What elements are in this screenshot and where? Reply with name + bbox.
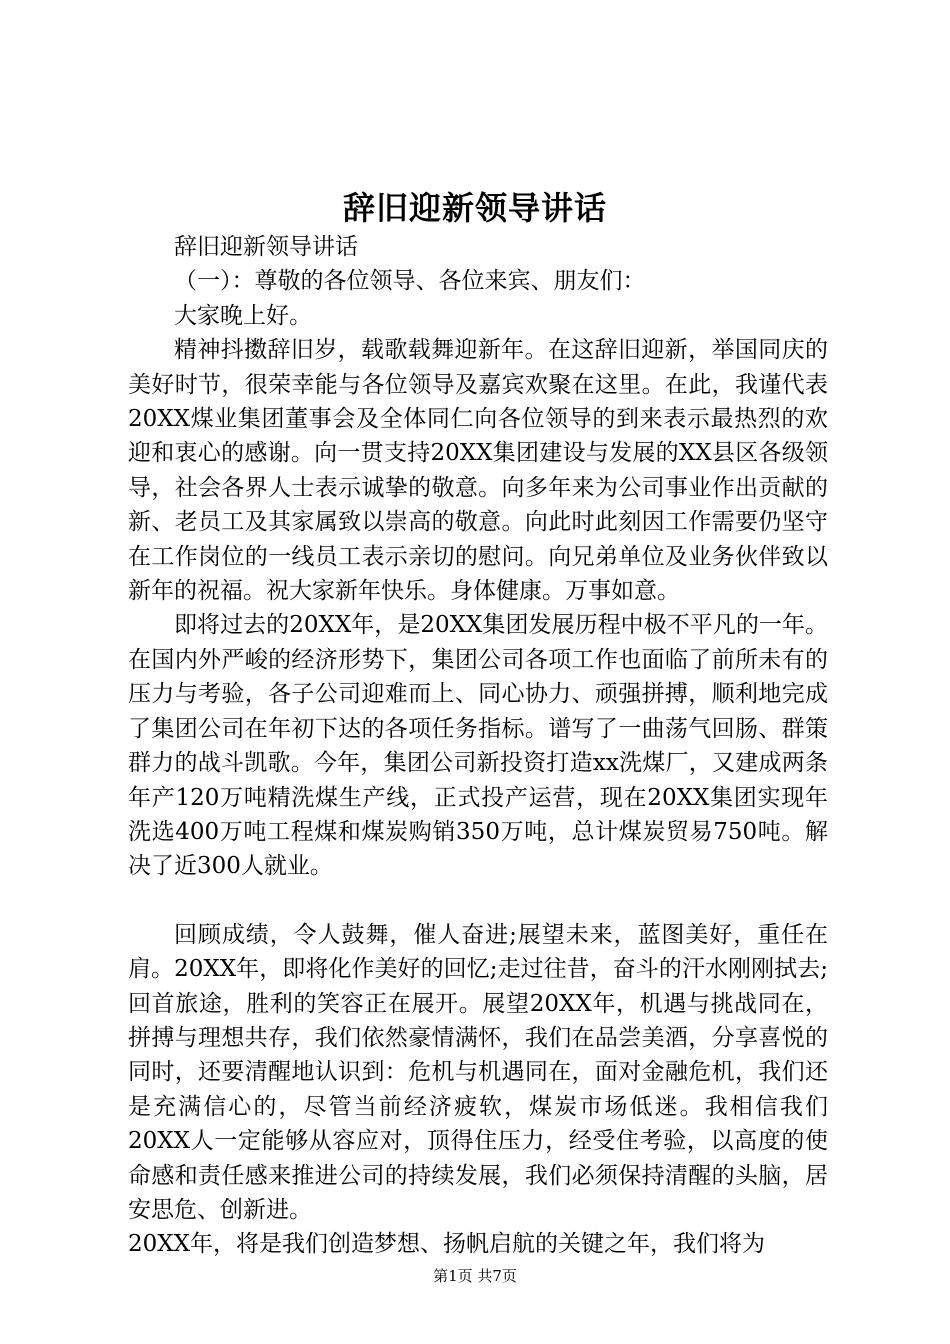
document-body bbox=[128, 230, 828, 1262]
salutation-line: （一）：尊敬的各位领导、各位来宾、朋友们： bbox=[174, 268, 646, 295]
paragraph-continuation: 20XX年，将是我们创造梦想、扬帆启航的关键之年，我们将为 bbox=[128, 1231, 766, 1258]
page-number: 第1页 共7页 bbox=[433, 1267, 517, 1285]
subtitle-line: 辞旧迎新领导讲话 bbox=[174, 234, 358, 260]
paragraph-outlook: 回顾成绩，令人鼓舞，催人奋进;展望未来，蓝图美好，重任在肩。20XX年，即将化作美好的回忆;走过往昔，奋斗的汗水刚刚拭去;回首旅途，胜利的笑容正在展开。展望20XX年，机遇与挑战同在，拼搏与理想共存，我们依然豪情满怀，我们在品尝美酒，分享喜悦的同时，还要清醒地认识到：危机与机遇同在，面对金融危机，我们还是充满信心的，尽管当前经济疲软，煤炭市场低迷。我相信我们20XX人一定能够从容应对，顶得住压力，经受住考验，以高度的使命感和责任感来推进公司的持续发展，我们必须保持清醒的头脑，居安思危、创新进。 bbox=[128, 921, 828, 1223]
paragraph-opening: 精神抖擞辞旧岁，载歌载舞迎新年。在这辞旧迎新，举国同庆的美好时节，很荣幸能与各位领导及嘉宾欢聚在这里。在此，我谨代表20XX煤业集团董事会及全体同仁向各位领导的到来表示最热烈的欢迎和衷心的感谢。向一贯支持20XX集团建设与发展的XX县区各级领导，社会各界人士表示诚挚的敬意。向多年来为公司事业作出贡献的新、老员工及其家属致以崇高的敬意。向此时此刻因工作需要仍坚守在工作岗位的一线员工表示亲切的慰问。向兄弟单位及业务伙伴致以新年的祝福。祝大家新年快乐。身体健康。万事如意。 bbox=[128, 337, 828, 605]
greeting-line: 大家晚上好。 bbox=[174, 302, 312, 329]
document-title: 辞旧迎新领导讲话 bbox=[342, 189, 607, 227]
paragraph-review: 即将过去的20XX年，是20XX集团发展历程中极不平凡的一年。在国内外严峻的经济形势下，集团公司各项工作也面临了前所未有的压力与考验，各子公司迎难而上、同心协力、顽强拼搏，顺利地完成了集团公司在年初下达的各项任务指标。谱写了一曲荡气回肠、群策群力的战斗凯歌。今年，集团公司新投资打造xx洗煤厂，又建成两条年产120万吨精洗煤生产线，正式投产运营，现在20XX集团实现年洗选400万吨工程煤和煤炭购销350万吨，总计煤炭贸易750吨。解决了近300人就业。 bbox=[128, 612, 828, 880]
paragraph-gap bbox=[128, 884, 828, 918]
